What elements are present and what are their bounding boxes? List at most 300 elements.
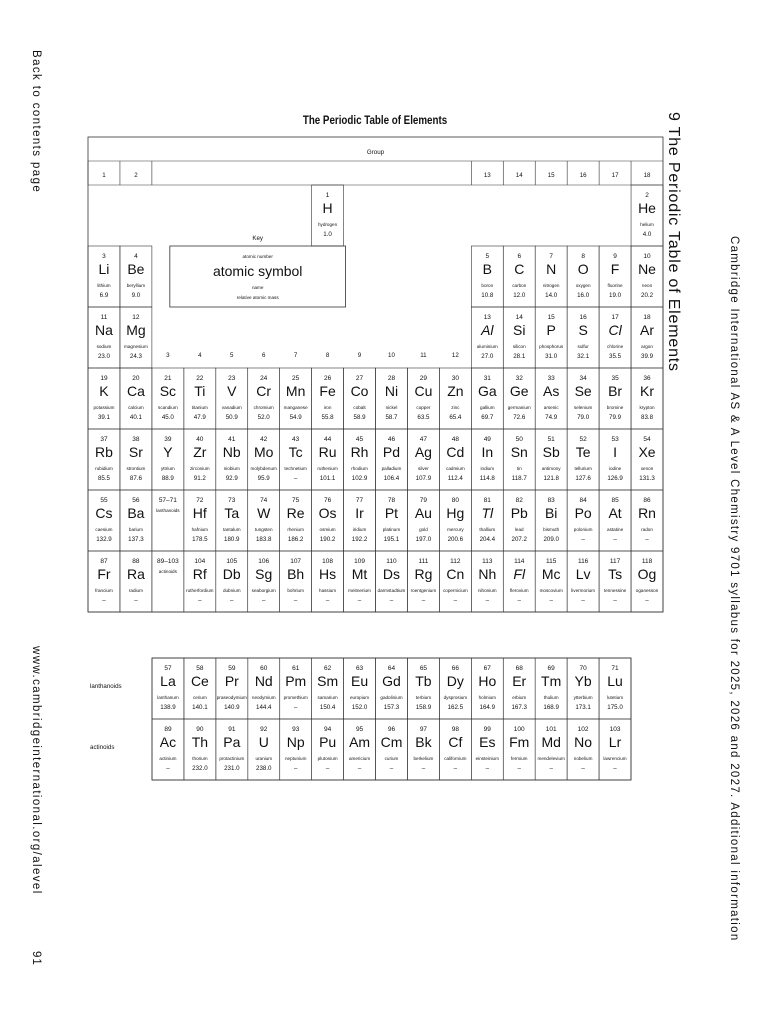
element-mc-mass: – bbox=[549, 597, 553, 604]
element-cs-name: caesium bbox=[95, 527, 113, 532]
element-at-name: astatine bbox=[607, 527, 624, 532]
element-u-name: uranium bbox=[255, 756, 273, 761]
element-mg-name: magnesium bbox=[124, 344, 148, 349]
element-ir-atomic-number: 77 bbox=[355, 497, 364, 504]
element-po-name: polonium bbox=[573, 527, 593, 532]
element-lr-symbol: Lr bbox=[608, 734, 622, 750]
key-symbol: atomic symbol bbox=[212, 263, 303, 279]
element-zn-name: zinc bbox=[451, 405, 460, 410]
element-cs-symbol: Cs bbox=[95, 505, 113, 521]
element-er-name: erbium bbox=[512, 695, 527, 700]
element-c-name: carbon bbox=[512, 283, 527, 288]
element-si-symbol: Si bbox=[513, 322, 526, 338]
element-mt-symbol: Mt bbox=[351, 566, 368, 582]
element-rb-name: rubidium bbox=[95, 466, 113, 471]
element-ds-symbol: Ds bbox=[382, 566, 401, 582]
element-ga-symbol: Ga bbox=[477, 383, 497, 399]
element-hg-name: mercury bbox=[447, 527, 464, 532]
element-cf-name: californium bbox=[444, 756, 467, 761]
element-zr-name: zirconium bbox=[189, 466, 210, 471]
group-header-7: 7 bbox=[293, 352, 298, 359]
element-fm-symbol: Fm bbox=[509, 734, 530, 750]
element-w-mass: 183.8 bbox=[255, 536, 272, 543]
key-title: Key bbox=[252, 235, 264, 242]
element-f-mass: 19.0 bbox=[609, 292, 622, 299]
element-li-mass: 6.9 bbox=[99, 292, 109, 299]
element-v-symbol: V bbox=[227, 383, 237, 399]
element-zr-atomic-number: 40 bbox=[196, 436, 204, 443]
element-sr-mass: 87.6 bbox=[129, 475, 142, 482]
element-ce-mass: 140.1 bbox=[192, 704, 208, 711]
element-cm-name: curium bbox=[384, 756, 399, 761]
element-sc-symbol: Sc bbox=[159, 383, 177, 399]
element-si-atomic-number: 14 bbox=[515, 314, 523, 321]
element-la-name: lanthanum bbox=[157, 695, 179, 700]
element-cn-name: copernicium bbox=[442, 588, 468, 593]
element-eu-symbol: Eu bbox=[351, 673, 369, 689]
element-he-symbol: He bbox=[638, 200, 656, 216]
element-y-atomic-number: 39 bbox=[164, 436, 172, 443]
element-i-name: iodine bbox=[608, 466, 622, 471]
element-f-name: fluorine bbox=[607, 283, 623, 288]
element-y-mass: 88.9 bbox=[161, 475, 174, 482]
element-cf-symbol: Cf bbox=[448, 734, 463, 750]
element-pb-atomic-number: 82 bbox=[515, 497, 523, 504]
element-sm-mass: 150.4 bbox=[319, 704, 336, 711]
element-at-mass: – bbox=[613, 536, 617, 543]
element-co-mass: 58.9 bbox=[353, 414, 366, 421]
element-mt-name: meitnerium bbox=[348, 588, 371, 593]
element-os-mass: 190.2 bbox=[319, 536, 336, 543]
element-os-atomic-number: 76 bbox=[323, 497, 332, 504]
element-w-symbol: W bbox=[257, 505, 271, 521]
group-header-1: 1 bbox=[102, 172, 106, 179]
element-te-name: tellurium bbox=[574, 466, 592, 471]
placeholder-name: actinoids bbox=[158, 569, 177, 574]
element-u-mass: 238.0 bbox=[256, 765, 272, 772]
element-pa-mass: 231.0 bbox=[224, 765, 240, 772]
lanthanoids-label: lanthanoids bbox=[90, 683, 122, 690]
element-cl-symbol: Cl bbox=[608, 322, 622, 338]
element-pu-atomic-number: 94 bbox=[324, 726, 332, 733]
element-cl-name: chlorine bbox=[607, 344, 624, 349]
element-yb-atomic-number: 70 bbox=[579, 665, 587, 672]
element-gd-atomic-number: 64 bbox=[387, 665, 396, 672]
element-au-symbol: Au bbox=[414, 505, 432, 521]
placeholder-range: 57–71 bbox=[158, 497, 177, 504]
element-pt-symbol: Pt bbox=[384, 505, 399, 521]
element-hs-symbol: Hs bbox=[319, 566, 337, 582]
element-at-symbol: At bbox=[608, 505, 622, 521]
element-c-atomic-number: 6 bbox=[517, 253, 522, 260]
element-db-symbol: Db bbox=[222, 566, 241, 582]
element-y-name: yttrium bbox=[160, 466, 175, 471]
element-as-mass: 74.9 bbox=[545, 414, 558, 421]
element-s-mass: 32.1 bbox=[577, 353, 590, 360]
element-mc-name: moscovium bbox=[539, 588, 563, 593]
element-xe-symbol: Xe bbox=[638, 444, 656, 460]
element-hs-name: hassium bbox=[319, 588, 337, 593]
element-lr-mass: – bbox=[613, 765, 617, 772]
element-re-symbol: Re bbox=[286, 505, 305, 521]
element-kr-atomic-number: 36 bbox=[643, 375, 651, 382]
element-tl-name: thallium bbox=[479, 527, 496, 532]
element-ra-name: radium bbox=[128, 588, 143, 593]
element-bi-symbol: Bi bbox=[544, 505, 558, 521]
element-u-symbol: U bbox=[258, 734, 269, 750]
element-cl-mass: 35.5 bbox=[609, 353, 622, 360]
element-gd-symbol: Gd bbox=[382, 673, 401, 689]
element-se-name: selenium bbox=[573, 405, 593, 410]
element-lu-symbol: Lu bbox=[607, 673, 623, 689]
element-th-symbol: Th bbox=[191, 734, 209, 750]
element-tl-mass: 204.4 bbox=[479, 536, 496, 543]
element-ta-mass: 180.9 bbox=[224, 536, 240, 543]
element-es-atomic-number: 99 bbox=[483, 726, 491, 733]
element-ta-name: tantalum bbox=[222, 527, 241, 532]
element-pb-name: lead bbox=[514, 527, 524, 532]
element-fe-name: iron bbox=[323, 405, 332, 410]
element-ag-name: silver bbox=[418, 466, 429, 471]
element-la-mass: 138.9 bbox=[160, 704, 176, 711]
element-nh-mass: – bbox=[485, 597, 490, 604]
element-gd-mass: 157.3 bbox=[383, 704, 400, 711]
element-re-mass: 186.2 bbox=[287, 536, 304, 543]
key-mass: relative atomic mass bbox=[236, 295, 279, 300]
element-ce-name: cerium bbox=[193, 695, 207, 700]
element-ds-mass: – bbox=[389, 597, 394, 604]
element-te-symbol: Te bbox=[575, 444, 591, 460]
element-mn-symbol: Mn bbox=[285, 383, 306, 399]
element-w-atomic-number: 74 bbox=[260, 497, 268, 504]
element-hg-mass: 200.6 bbox=[447, 536, 464, 543]
element-in-mass: 114.8 bbox=[479, 475, 495, 482]
element-na-symbol: Na bbox=[95, 322, 113, 338]
element-bk-mass: – bbox=[421, 765, 426, 772]
element-be-mass: 9.0 bbox=[131, 292, 141, 299]
element-db-name: dubnium bbox=[222, 588, 241, 593]
element-lv-name: livermorium bbox=[571, 588, 596, 593]
element-ce-symbol: Ce bbox=[190, 673, 209, 689]
element-ba-symbol: Ba bbox=[127, 505, 145, 521]
element-sg-mass: – bbox=[261, 597, 266, 604]
element-nd-symbol: Nd bbox=[254, 673, 273, 689]
element-db-atomic-number: 105 bbox=[226, 558, 238, 565]
element-bh-name: bohrium bbox=[287, 588, 304, 593]
element-lv-mass: – bbox=[581, 597, 585, 604]
element-sn-atomic-number: 50 bbox=[515, 436, 523, 443]
element-cm-atomic-number: 96 bbox=[387, 726, 396, 733]
element-dy-symbol: Dy bbox=[446, 673, 464, 689]
element-mo-atomic-number: 42 bbox=[260, 436, 268, 443]
element-in-name: indium bbox=[480, 466, 495, 471]
element-hg-atomic-number: 80 bbox=[451, 497, 459, 504]
element-as-atomic-number: 33 bbox=[547, 375, 555, 382]
element-ge-mass: 72.6 bbox=[513, 414, 526, 421]
element-ir-name: iridium bbox=[352, 527, 367, 532]
element-mg-symbol: Mg bbox=[126, 322, 146, 338]
element-sc-name: scandium bbox=[158, 405, 178, 410]
element-th-name: thorium bbox=[192, 756, 208, 761]
element-au-name: gold bbox=[419, 527, 428, 532]
element-tl-symbol: Tl bbox=[481, 505, 494, 521]
element-rf-atomic-number: 104 bbox=[194, 558, 206, 565]
element-xe-atomic-number: 54 bbox=[643, 436, 651, 443]
element-tb-symbol: Tb bbox=[415, 673, 432, 689]
element-si-mass: 28.1 bbox=[513, 353, 526, 360]
element-pd-name: palladium bbox=[381, 466, 402, 471]
element-yb-name: ytterbium bbox=[573, 695, 593, 700]
element-ni-mass: 58.7 bbox=[385, 414, 398, 421]
group-header-3: 3 bbox=[166, 352, 170, 359]
element-b-symbol: B bbox=[482, 261, 492, 277]
element-es-symbol: Es bbox=[479, 734, 496, 750]
element-db-mass: – bbox=[230, 597, 234, 604]
element-c-mass: 12.0 bbox=[513, 292, 526, 299]
element-ts-name: tennessine bbox=[603, 588, 627, 593]
group-header-10: 10 bbox=[388, 352, 395, 359]
element-p-name: phosphorus bbox=[539, 344, 564, 349]
element-ba-atomic-number: 56 bbox=[132, 497, 140, 504]
element-hf-name: hafnium bbox=[191, 527, 208, 532]
element-cn-mass: – bbox=[453, 597, 458, 604]
element-cs-atomic-number: 55 bbox=[100, 497, 108, 504]
back-to-contents-link[interactable]: Back to contents page bbox=[30, 50, 42, 194]
element-sb-name: antimony bbox=[541, 466, 561, 471]
element-mt-mass: – bbox=[357, 597, 362, 604]
key-atomic-number: atomic number bbox=[242, 254, 273, 259]
element-bk-symbol: Bk bbox=[415, 734, 432, 750]
element-ag-symbol: Ag bbox=[414, 444, 432, 460]
element-pr-mass: 140.9 bbox=[224, 704, 240, 711]
element-ac-symbol: Ac bbox=[159, 734, 177, 750]
element-nd-mass: 144.4 bbox=[256, 704, 272, 711]
element-co-atomic-number: 27 bbox=[355, 375, 364, 382]
element-au-mass: 197.0 bbox=[415, 536, 432, 543]
element-tb-mass: 158.9 bbox=[415, 704, 432, 711]
element-po-mass: – bbox=[581, 536, 585, 543]
element-nd-name: neodymium bbox=[251, 695, 276, 700]
element-s-symbol: S bbox=[578, 322, 588, 338]
element-bk-name: berkelium bbox=[413, 756, 434, 761]
element-cm-mass: – bbox=[389, 765, 394, 772]
element-pa-atomic-number: 91 bbox=[228, 726, 236, 733]
group-header-12: 12 bbox=[451, 352, 459, 359]
element-li-symbol: Li bbox=[98, 261, 110, 277]
group-header-13: 13 bbox=[483, 172, 491, 179]
group-header-17: 17 bbox=[611, 172, 619, 179]
element-xe-mass: 131.3 bbox=[639, 475, 655, 482]
element-am-mass: – bbox=[357, 765, 362, 772]
element-hf-atomic-number: 72 bbox=[196, 497, 204, 504]
element-fr-name: francium bbox=[95, 588, 113, 593]
element-at-atomic-number: 85 bbox=[611, 497, 619, 504]
element-ti-atomic-number: 22 bbox=[196, 375, 204, 382]
element-fe-atomic-number: 26 bbox=[323, 375, 332, 382]
element-rn-atomic-number: 86 bbox=[643, 497, 651, 504]
element-re-atomic-number: 75 bbox=[292, 497, 300, 504]
element-rb-atomic-number: 37 bbox=[100, 436, 108, 443]
key-name: name bbox=[251, 285, 264, 290]
element-rh-atomic-number: 45 bbox=[355, 436, 364, 443]
group-header-5: 5 bbox=[230, 352, 234, 359]
element-p-atomic-number: 15 bbox=[547, 314, 555, 321]
element-eu-name: europium bbox=[349, 695, 370, 700]
element-co-symbol: Co bbox=[350, 383, 369, 399]
element-mn-atomic-number: 25 bbox=[292, 375, 300, 382]
placeholder-name: lanthanoids bbox=[156, 508, 180, 513]
element-he-atomic-number: 2 bbox=[645, 192, 649, 199]
element-ni-name: nickel bbox=[385, 405, 398, 410]
element-na-mass: 23.0 bbox=[97, 353, 110, 360]
element-am-atomic-number: 95 bbox=[355, 726, 364, 733]
element-nb-atomic-number: 41 bbox=[228, 436, 236, 443]
element-b-name: boron bbox=[481, 283, 494, 288]
element-te-mass: 127.6 bbox=[575, 475, 591, 482]
element-og-mass: – bbox=[645, 597, 649, 604]
group-header-8: 8 bbox=[325, 352, 330, 359]
element-al-symbol: Al bbox=[481, 322, 494, 338]
element-th-atomic-number: 90 bbox=[196, 726, 204, 733]
element-rn-name: radon bbox=[641, 527, 653, 532]
element-bk-atomic-number: 97 bbox=[419, 726, 428, 733]
element-hf-mass: 178.5 bbox=[192, 536, 208, 543]
element-ru-symbol: Ru bbox=[318, 444, 337, 460]
element-sn-symbol: Sn bbox=[510, 444, 528, 460]
element-cr-name: chromium bbox=[253, 405, 274, 410]
element-kr-mass: 83.8 bbox=[641, 414, 654, 421]
element-na-atomic-number: 11 bbox=[100, 314, 108, 321]
element-tm-mass: 168.9 bbox=[543, 704, 559, 711]
element-si-name: silicon bbox=[512, 344, 526, 349]
element-sm-symbol: Sm bbox=[317, 673, 339, 689]
element-ca-name: calcium bbox=[128, 405, 144, 410]
element-he-mass: 4.0 bbox=[642, 231, 652, 238]
element-rf-mass: – bbox=[198, 597, 202, 604]
element-dy-mass: 162.5 bbox=[447, 704, 464, 711]
element-lr-atomic-number: 103 bbox=[609, 726, 621, 733]
element-fm-name: fermium bbox=[510, 756, 528, 761]
element-lr-name: lawrencium bbox=[603, 756, 627, 761]
element-ca-symbol: Ca bbox=[126, 383, 145, 399]
element-br-name: bromine bbox=[606, 405, 624, 410]
element-cu-atomic-number: 29 bbox=[419, 375, 428, 382]
element-rf-symbol: Rf bbox=[192, 566, 207, 582]
element-h-mass: 1.0 bbox=[323, 231, 332, 238]
element-rg-name: roentgenium bbox=[410, 588, 437, 593]
element-cu-symbol: Cu bbox=[414, 383, 433, 399]
group-header-14: 14 bbox=[515, 172, 523, 179]
element-xe-name: xenon bbox=[640, 466, 654, 471]
element-yb-mass: 173.1 bbox=[575, 704, 591, 711]
element-nh-name: nihonium bbox=[477, 588, 497, 593]
element-w-name: tungsten bbox=[254, 527, 273, 532]
element-np-name: neptunium bbox=[284, 756, 307, 761]
element-fr-mass: – bbox=[102, 597, 106, 604]
element-ar-atomic-number: 18 bbox=[643, 314, 651, 321]
element-er-mass: 167.3 bbox=[511, 704, 527, 711]
element-ta-atomic-number: 73 bbox=[228, 497, 236, 504]
element-hf-symbol: Hf bbox=[192, 505, 207, 521]
element-co-name: cobalt bbox=[353, 405, 366, 410]
element-re-name: rhenium bbox=[287, 527, 304, 532]
element-fm-mass: – bbox=[517, 765, 521, 772]
element-ni-atomic-number: 28 bbox=[387, 375, 396, 382]
element-cf-atomic-number: 98 bbox=[451, 726, 459, 733]
element-cd-atomic-number: 48 bbox=[451, 436, 459, 443]
element-no-name: nobelium bbox=[573, 756, 593, 761]
element-ga-mass: 69.7 bbox=[481, 414, 494, 421]
element-md-name: mendelevium bbox=[537, 756, 565, 761]
element-er-symbol: Er bbox=[512, 673, 527, 689]
element-rn-symbol: Rn bbox=[638, 505, 656, 521]
element-cu-name: copper bbox=[416, 405, 431, 410]
element-og-atomic-number: 118 bbox=[641, 558, 653, 565]
element-pa-symbol: Pa bbox=[223, 734, 241, 750]
element-rh-mass: 102.9 bbox=[351, 475, 368, 482]
element-sr-name: strontium bbox=[126, 466, 146, 471]
element-ra-symbol: Ra bbox=[126, 566, 145, 582]
element-mo-name: molybdenum bbox=[250, 466, 277, 471]
element-ne-mass: 20.2 bbox=[641, 292, 654, 299]
element-ac-name: actinium bbox=[159, 756, 177, 761]
element-mc-atomic-number: 115 bbox=[546, 558, 557, 565]
element-pr-name: praseodymium bbox=[216, 695, 247, 700]
element-sg-name: seaborgium bbox=[251, 588, 276, 593]
element-sb-atomic-number: 51 bbox=[547, 436, 555, 443]
element-cd-name: cadmium bbox=[446, 466, 465, 471]
website-link[interactable]: www.cambridgeinternational.org/alevel bbox=[30, 646, 42, 895]
element-pm-name: promethium bbox=[283, 695, 308, 700]
element-ra-atomic-number: 88 bbox=[132, 558, 140, 565]
element-sn-name: tin bbox=[516, 466, 522, 471]
element-ne-atomic-number: 10 bbox=[643, 253, 651, 260]
element-n-symbol: N bbox=[546, 261, 557, 277]
element-be-atomic-number: 4 bbox=[134, 253, 138, 260]
element-rg-mass: – bbox=[421, 597, 426, 604]
element-n-mass: 14.0 bbox=[545, 292, 558, 299]
element-v-name: vanadium bbox=[221, 405, 242, 410]
element-o-mass: 16.0 bbox=[577, 292, 590, 299]
element-bi-mass: 209.0 bbox=[543, 536, 559, 543]
section-title: 9 The Periodic Table of Elements bbox=[665, 112, 682, 372]
element-mo-mass: 95.9 bbox=[257, 475, 270, 482]
element-pa-name: protactinium bbox=[219, 756, 245, 761]
element-pt-atomic-number: 78 bbox=[387, 497, 396, 504]
element-ts-mass: – bbox=[613, 597, 617, 604]
element-ds-atomic-number: 110 bbox=[386, 558, 397, 565]
element-tb-name: terbium bbox=[415, 695, 432, 700]
element-mt-atomic-number: 109 bbox=[354, 558, 365, 565]
element-hg-symbol: Hg bbox=[446, 505, 465, 521]
element-as-name: arsenic bbox=[543, 405, 559, 410]
element-ac-mass: – bbox=[166, 765, 170, 772]
element-cd-mass: 112.4 bbox=[447, 475, 463, 482]
element-dy-name: dysprosium bbox=[443, 695, 468, 700]
element-ru-mass: 101.1 bbox=[319, 475, 336, 482]
element-al-atomic-number: 13 bbox=[483, 314, 491, 321]
element-sr-symbol: Sr bbox=[128, 444, 143, 460]
element-yb-symbol: Yb bbox=[574, 673, 592, 689]
element-i-symbol: I bbox=[613, 444, 618, 460]
element-h-symbol: H bbox=[322, 200, 333, 216]
element-nh-atomic-number: 113 bbox=[482, 558, 493, 565]
element-ho-name: holmium bbox=[478, 695, 496, 700]
element-nh-symbol: Nh bbox=[478, 566, 497, 582]
element-mg-atomic-number: 12 bbox=[132, 314, 140, 321]
element-i-mass: 126.9 bbox=[607, 475, 623, 482]
element-s-name: sulfur bbox=[577, 344, 589, 349]
